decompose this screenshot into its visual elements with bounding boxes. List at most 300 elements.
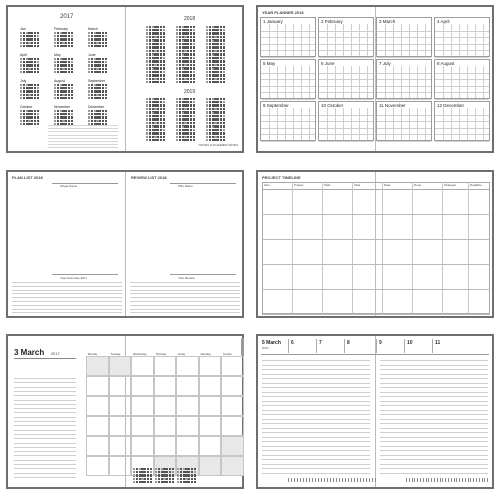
heading-rule (170, 274, 236, 275)
writing-line (262, 392, 370, 393)
day-dot (163, 104, 165, 106)
week-row-line (435, 57, 489, 58)
writing-line (262, 383, 370, 384)
day-col-line (459, 24, 460, 56)
timeline-tick (330, 478, 331, 482)
day-col-line (417, 24, 418, 56)
day-cell (199, 436, 222, 456)
timeline-tick (303, 478, 304, 482)
weekday-label: Sunday (223, 353, 232, 356)
mini-calendar-days (20, 58, 39, 73)
timeline-tick (333, 478, 334, 482)
timeline-tick (291, 478, 292, 482)
mini-calendar-title: December (88, 105, 105, 109)
day-col-line (351, 108, 352, 140)
day-number: 8 (347, 340, 350, 346)
day-cell (109, 356, 132, 376)
mini-calendar-days (88, 32, 107, 47)
writing-line (262, 374, 370, 375)
timeline-tick (339, 478, 340, 482)
day-dot (163, 50, 165, 52)
note-line (14, 460, 76, 461)
timeline-tick (372, 478, 373, 482)
day-dot (193, 122, 195, 124)
writing-line (380, 428, 488, 429)
week-row-line (319, 99, 373, 100)
writing-line (262, 369, 370, 370)
day-dot (37, 32, 39, 34)
writing-line (262, 387, 370, 388)
writing-line (262, 432, 370, 433)
writing-line (130, 297, 240, 298)
day-dot (163, 32, 165, 34)
day-dot (193, 98, 195, 100)
day-cell (154, 416, 177, 436)
mini-calendar-days (206, 68, 225, 83)
timeline-tick (445, 478, 446, 482)
writing-line (380, 414, 488, 415)
writing-line (262, 410, 370, 411)
column-line (382, 182, 383, 314)
writing-line (380, 450, 488, 451)
column-header: Deadline (470, 183, 482, 187)
day-dot (71, 35, 73, 37)
day-col-line (401, 108, 402, 140)
writing-line (12, 286, 122, 287)
day-dot (105, 120, 107, 122)
day-cell (221, 356, 244, 376)
note-line (48, 131, 118, 132)
mini-calendar (20, 105, 39, 125)
day-dot (37, 113, 39, 115)
day-dot (71, 42, 73, 44)
timeline-tick (414, 478, 415, 482)
timeline-tick (321, 478, 322, 482)
mini-calendar (146, 67, 165, 83)
day-dot (193, 50, 195, 52)
note-line (14, 412, 76, 413)
day-col-line (401, 66, 402, 98)
spine (125, 172, 126, 316)
column-header: Task (354, 183, 361, 187)
day-dot (223, 139, 225, 141)
note-line (48, 141, 118, 142)
day-dot (71, 90, 73, 92)
mini-calendar (146, 125, 165, 141)
day-col-line (277, 66, 278, 98)
day-dot (37, 61, 39, 63)
timeline-tick (315, 478, 316, 482)
day-cell (221, 436, 244, 456)
mini-calendar-days (88, 110, 107, 125)
day-dot (193, 129, 195, 131)
day-col-line (351, 24, 352, 56)
timeline-tick (420, 478, 421, 482)
day-col-line (309, 108, 310, 140)
mini-calendar-days (54, 58, 73, 73)
row-line (262, 289, 490, 290)
day-dot (71, 120, 73, 122)
timeline-tick (306, 478, 307, 482)
day-col-line (269, 66, 270, 98)
timeline-tick (288, 478, 289, 482)
timeline-tick (360, 478, 361, 482)
writing-line (130, 312, 240, 313)
month-block (260, 101, 316, 141)
weekday-label: Monday (88, 353, 98, 356)
timeline-tick (363, 478, 364, 482)
month-label: 5 May (263, 61, 276, 66)
mini-calendar-title: March (88, 27, 98, 31)
day-col-line (343, 24, 344, 56)
day-cell (109, 436, 132, 456)
day-dot (105, 90, 107, 92)
week-row-line (319, 141, 373, 142)
day-dot (193, 112, 195, 114)
spine (375, 336, 376, 487)
note-line (14, 400, 76, 401)
writing-line (12, 282, 122, 283)
mini-calendar-days (20, 32, 39, 47)
day-col-line (443, 66, 444, 98)
timeline-tick (459, 478, 460, 482)
yearly-overview-spread (256, 5, 494, 153)
heading-rule (52, 274, 118, 275)
timeline-tick (369, 478, 370, 482)
month-label: 4 April (437, 19, 450, 24)
day-col-line (459, 66, 460, 98)
note-line (48, 128, 118, 129)
writing-line (380, 455, 488, 456)
mini-calendar-days (54, 84, 73, 99)
day-col-line (475, 108, 476, 140)
plan-list-spread (6, 170, 244, 318)
day-dot (71, 64, 73, 66)
writing-line (262, 459, 370, 460)
day-dot (163, 40, 165, 42)
day-dot (193, 74, 195, 76)
right-year-title-1: 2018 (184, 16, 196, 22)
day-dot (37, 45, 39, 47)
day-dot (37, 71, 39, 73)
day-col-line (483, 66, 484, 98)
writing-line (130, 301, 240, 302)
column-header: Done (414, 183, 422, 187)
day-dot (163, 68, 165, 70)
timeline-tick (482, 478, 483, 482)
timeline-tick (324, 478, 325, 482)
day-dot (71, 38, 73, 40)
day-dot (163, 64, 165, 66)
timeline-tick (468, 478, 469, 482)
day-divider (404, 339, 405, 353)
day-cell (131, 396, 154, 416)
week-row-line (261, 141, 315, 142)
column-header: Date (384, 183, 391, 187)
day-col-line (335, 24, 336, 56)
day-number: 6 (291, 340, 294, 346)
day-dot (71, 68, 73, 70)
day-col-line (483, 24, 484, 56)
day-dot (105, 38, 107, 40)
note-line (14, 443, 76, 444)
day-dot (163, 74, 165, 76)
day-cell (86, 456, 109, 476)
day-col-line (309, 24, 310, 56)
timeline-tick (451, 478, 452, 482)
day-cell (86, 436, 109, 456)
day-dot (193, 126, 195, 128)
writing-line (380, 419, 488, 420)
timeline-tick (357, 478, 358, 482)
note-line (14, 430, 76, 431)
writing-line (380, 468, 488, 469)
day-dot (193, 64, 195, 66)
writing-line (262, 378, 370, 379)
day-dot (223, 26, 225, 28)
month-block (434, 101, 490, 141)
day-dot (223, 68, 225, 70)
timeline-tick (342, 478, 343, 482)
day-col-line (301, 24, 302, 56)
timeline-tick (440, 478, 441, 482)
note-line (14, 434, 76, 435)
day-dot (105, 110, 107, 112)
timeline-frame (262, 182, 490, 314)
writing-line (262, 450, 370, 451)
day-cell (86, 396, 109, 416)
mini-calendar (155, 467, 174, 483)
column-header: Item (264, 183, 270, 187)
day-dot (193, 36, 195, 38)
writing-line (380, 383, 488, 384)
writing-line (12, 312, 122, 313)
day-dot (71, 61, 73, 63)
day-dot (163, 112, 165, 114)
writing-line (380, 387, 488, 388)
day-dot (193, 54, 195, 56)
timeline-tick (351, 478, 352, 482)
day-col-line (417, 108, 418, 140)
writing-line (262, 360, 370, 361)
mini-calendar-days (177, 468, 196, 483)
day-dot (163, 71, 165, 73)
day-dot (105, 68, 107, 70)
day-dot (193, 118, 195, 120)
month-label: 8 August (437, 61, 455, 66)
mini-calendar (54, 105, 73, 125)
note-line (48, 125, 118, 126)
writing-line (262, 464, 370, 465)
mini-calendar-days (88, 84, 107, 99)
mini-calendar-days (176, 68, 195, 83)
day-dot (105, 113, 107, 115)
mini-calendar-title: August (54, 79, 65, 83)
monthly-spread (6, 334, 244, 489)
day-dot (193, 136, 195, 138)
timeline-tick (406, 478, 407, 482)
day-dot (71, 87, 73, 89)
day-cell (176, 396, 199, 416)
day-dot (150, 478, 152, 480)
day-dot (105, 87, 107, 89)
note-line (14, 395, 76, 396)
month-block (318, 59, 374, 99)
day-dot (193, 43, 195, 45)
day-dot (172, 468, 174, 470)
day-cell (221, 396, 244, 416)
mini-calendar-days (54, 32, 73, 47)
day-dot (163, 108, 165, 110)
writing-line (380, 459, 488, 460)
day-col-line (443, 108, 444, 140)
timeline-tick (354, 478, 355, 482)
day-cell (131, 416, 154, 436)
mini-calendar (176, 67, 195, 83)
row-line (262, 214, 490, 215)
day-dot (193, 104, 195, 106)
mini-calendar-days (88, 58, 107, 73)
weekday-label: Saturday (200, 353, 211, 356)
mini-calendar (20, 27, 39, 47)
writing-line (380, 360, 488, 361)
day-dot (163, 98, 165, 100)
row-line (262, 264, 490, 265)
day-col-line (343, 108, 344, 140)
week-row-line (261, 99, 315, 100)
day-dot (223, 136, 225, 138)
day-cell (199, 356, 222, 376)
day-col-line (359, 24, 360, 56)
day-dot (223, 132, 225, 134)
writing-line (130, 305, 240, 306)
week-row-line (319, 57, 373, 58)
day-dot (71, 32, 73, 34)
day-dot (163, 43, 165, 45)
day-dot (163, 126, 165, 128)
plan-sub-mid: Year Summary 2017 (60, 276, 88, 280)
day-number: 7 (319, 340, 322, 346)
day-divider (288, 339, 289, 353)
day-dot (194, 478, 196, 480)
day-cell (86, 356, 109, 376)
day-col-line (425, 24, 426, 56)
day-dot (37, 38, 39, 40)
day-dot (71, 97, 73, 99)
day-dot (163, 132, 165, 134)
day-dot (194, 481, 196, 483)
day-dot (37, 68, 39, 70)
writing-line (262, 419, 370, 420)
day-dot (37, 90, 39, 92)
day-col-line (293, 24, 294, 56)
day-col-line (359, 108, 360, 140)
day-dot (105, 116, 107, 118)
note-line (14, 438, 76, 439)
plan-sub-top: Target Name (60, 184, 78, 188)
day-col-line (293, 108, 294, 140)
timeline-tick (487, 478, 488, 482)
day-col-line (367, 24, 368, 56)
row-line (262, 239, 490, 240)
month-label: 3 March (379, 19, 396, 24)
day-number: 11 (435, 340, 441, 346)
day-col-line (351, 66, 352, 98)
day-dot (194, 468, 196, 470)
timeline-tick (300, 478, 301, 482)
week-row-line (377, 99, 431, 100)
day-dot (223, 32, 225, 34)
mini-calendar-days (133, 468, 152, 483)
day-col-line (327, 66, 328, 98)
column-header: Start (324, 183, 331, 187)
day-col-line (417, 66, 418, 98)
note-line (48, 135, 118, 136)
day-cell (86, 416, 109, 436)
day-col-line (367, 66, 368, 98)
day-dot (37, 35, 39, 37)
week-row-line (435, 99, 489, 100)
day-dot (105, 58, 107, 60)
writing-line (380, 464, 488, 465)
writing-line (380, 405, 488, 406)
day-dot (223, 81, 225, 83)
day-cell (199, 396, 222, 416)
day-dot (163, 46, 165, 48)
month-block (434, 17, 490, 57)
writing-line (12, 293, 122, 294)
mini-calendar (206, 67, 225, 83)
day-dot (223, 115, 225, 117)
column-line (352, 182, 353, 314)
timeline-tick (484, 478, 485, 482)
day-col-line (451, 108, 452, 140)
writing-line (262, 455, 370, 456)
writing-line (380, 446, 488, 447)
day-cell (176, 376, 199, 396)
day-col-line (483, 108, 484, 140)
note-line (14, 417, 76, 418)
day-dot (71, 110, 73, 112)
writing-line (262, 396, 370, 397)
day-dot (193, 29, 195, 31)
day-col-line (409, 108, 410, 140)
week-row-line (435, 141, 489, 142)
day-dot (172, 481, 174, 483)
column-line (292, 182, 293, 314)
day-dot (163, 81, 165, 83)
writing-line (130, 282, 240, 283)
timeline-tick (366, 478, 367, 482)
day-dot (105, 97, 107, 99)
day-col-line (301, 108, 302, 140)
writing-line (380, 369, 488, 370)
day-col-line (285, 24, 286, 56)
day-col-line (285, 66, 286, 98)
day-col-line (467, 24, 468, 56)
day-divider (344, 339, 345, 353)
day-dot (223, 74, 225, 76)
scrollbar[interactable] (241, 338, 244, 356)
week-date-heading: 5 March 2017 (262, 340, 281, 350)
day-dot (172, 478, 174, 480)
day-dot (37, 42, 39, 44)
right-year-title-2: 2019 (184, 89, 196, 95)
writing-line (12, 301, 122, 302)
day-cell (199, 376, 222, 396)
day-divider (316, 339, 317, 353)
mini-calendar (54, 53, 73, 73)
